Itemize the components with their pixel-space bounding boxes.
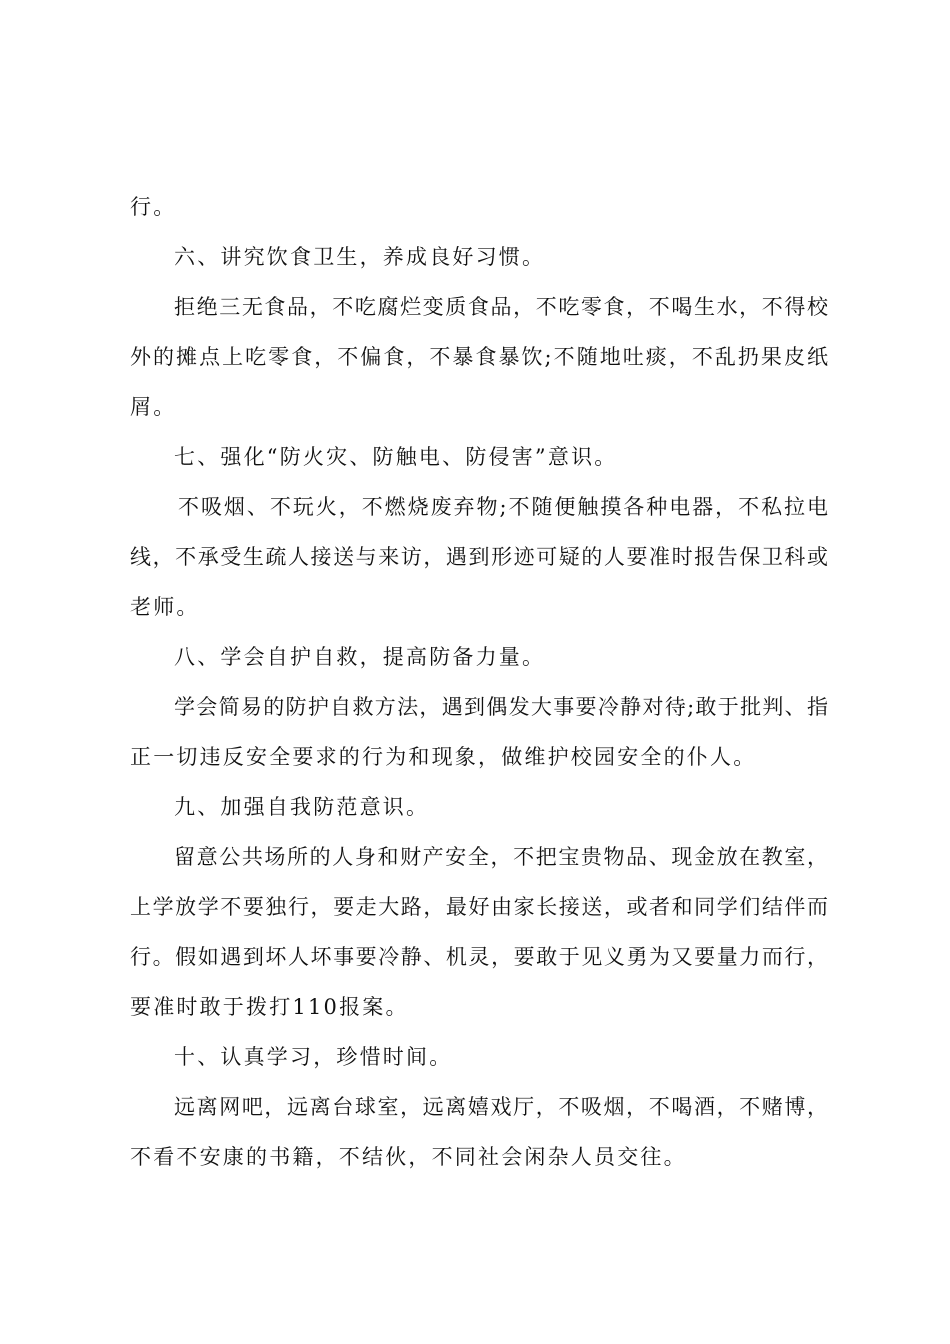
text-line: 要准时敢于拨打110报案。: [130, 995, 409, 1019]
section-heading: 八、学会自护自救，提高防备力量。: [174, 645, 546, 669]
section-heading: 七、强化“防火灾、防触电、防侵害”意识。: [174, 445, 618, 469]
section-heading: 六、讲究饮食卫生，养成良好习惯。: [174, 245, 546, 269]
section-heading: 九、加强自我防范意识。: [174, 795, 430, 819]
text-line: 不吸烟、不玩火，不燃烧废弃物;不随便触摸各种电器，不私拉电: [178, 495, 828, 519]
text-line: 线，不承受生疏人接送与来访，遇到形迹可疑的人要准时报告保卫科或: [130, 545, 828, 569]
text-line: 行。假如遇到坏人坏事要冷静、机灵，要敢于见义勇为又要量力而行，: [130, 945, 828, 969]
text-line: 上学放学不要独行，要走大路，最好由家长接送，或者和同学们结伴而: [130, 895, 828, 919]
text-line: 拒绝三无食品，不吃腐烂变质食品，不吃零食，不喝生水，不得校: [174, 295, 828, 319]
text-line: 留意公共场所的人身和财产安全，不把宝贵物品、现金放在教室，: [174, 845, 828, 869]
text-line: 不看不安康的书籍，不结伙，不同社会闲杂人员交往。: [130, 1145, 687, 1169]
text-line: 学会简易的防护自救方法，遇到偶发大事要冷静对待;敢于批判、指: [174, 695, 828, 719]
text-line: 正一切违反安全要求的行为和现象，做维护校园安全的仆人。: [130, 745, 757, 769]
text-line: 外的摊点上吃零食，不偏食，不暴食暴饮;不随地吐痰，不乱扔果皮纸: [130, 345, 828, 369]
text-line: 屑。: [130, 395, 177, 419]
text-line: 远离网吧，远离台球室，远离嬉戏厅，不吸烟，不喝酒，不赌博，: [174, 1095, 828, 1119]
text-line: 老师。: [130, 595, 200, 619]
section-heading: 十、认真学习，珍惜时间。: [174, 1045, 453, 1069]
text-line: 行。: [130, 195, 177, 219]
